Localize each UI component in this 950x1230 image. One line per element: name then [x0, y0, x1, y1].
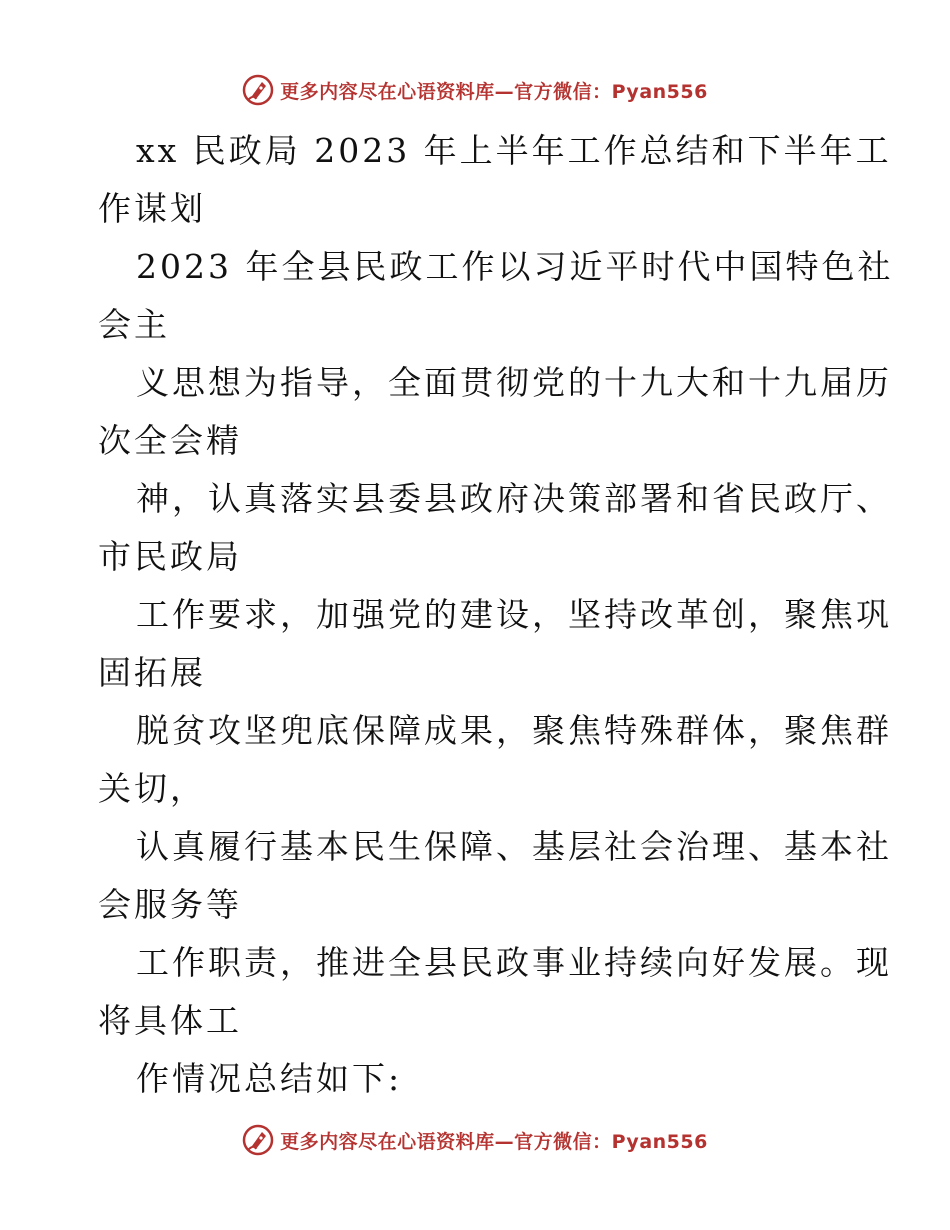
text-line: 义思想为指导，全面贯彻党的十九大和十九届历: [136, 363, 892, 402]
text-line: 次全会精: [98, 421, 242, 460]
text-line: 将具体工: [98, 1001, 242, 1040]
text-line: 会服务等: [98, 885, 242, 924]
text-line: 神，认真落实县委县政府决策部署和省民政厅、: [136, 479, 892, 518]
footer-watermark: [0, 1120, 950, 1160]
header-watermark: [0, 70, 950, 110]
text-line: 作谋划: [98, 189, 206, 228]
text-line: 2023 年全县民政工作以习近平时代中国特色社: [136, 247, 894, 286]
pen-nib-logo-icon: [242, 1124, 274, 1156]
text-line: 关切，: [98, 769, 206, 808]
text-line: xx 民政局 2023 年上半年工作总结和下半年工: [136, 131, 892, 170]
text-line: 脱贫攻坚兜底保障成果，聚焦特殊群体，聚焦群: [136, 711, 892, 750]
text-line: 作情况总结如下:: [136, 1059, 403, 1098]
text-line: 固拓展: [98, 653, 206, 692]
pen-nib-logo-icon: [242, 74, 274, 106]
watermark-text: 更多内容尽在心语资料库—官方微信：Pyan556: [280, 80, 708, 103]
text-line: 会主: [98, 305, 170, 344]
text-line: 工作职责，推进全县民政事业持续向好发展。现: [136, 943, 892, 982]
watermark-text: 更多内容尽在心语资料库—官方微信：Pyan556: [280, 1130, 708, 1153]
text-line: 认真履行基本民生保障、基层社会治理、基本社: [136, 827, 892, 866]
text-line: 工作要求，加强党的建设，坚持改革创，聚焦巩: [136, 595, 892, 634]
document-body: [98, 122, 894, 1108]
text-line: 市民政局: [98, 537, 242, 576]
